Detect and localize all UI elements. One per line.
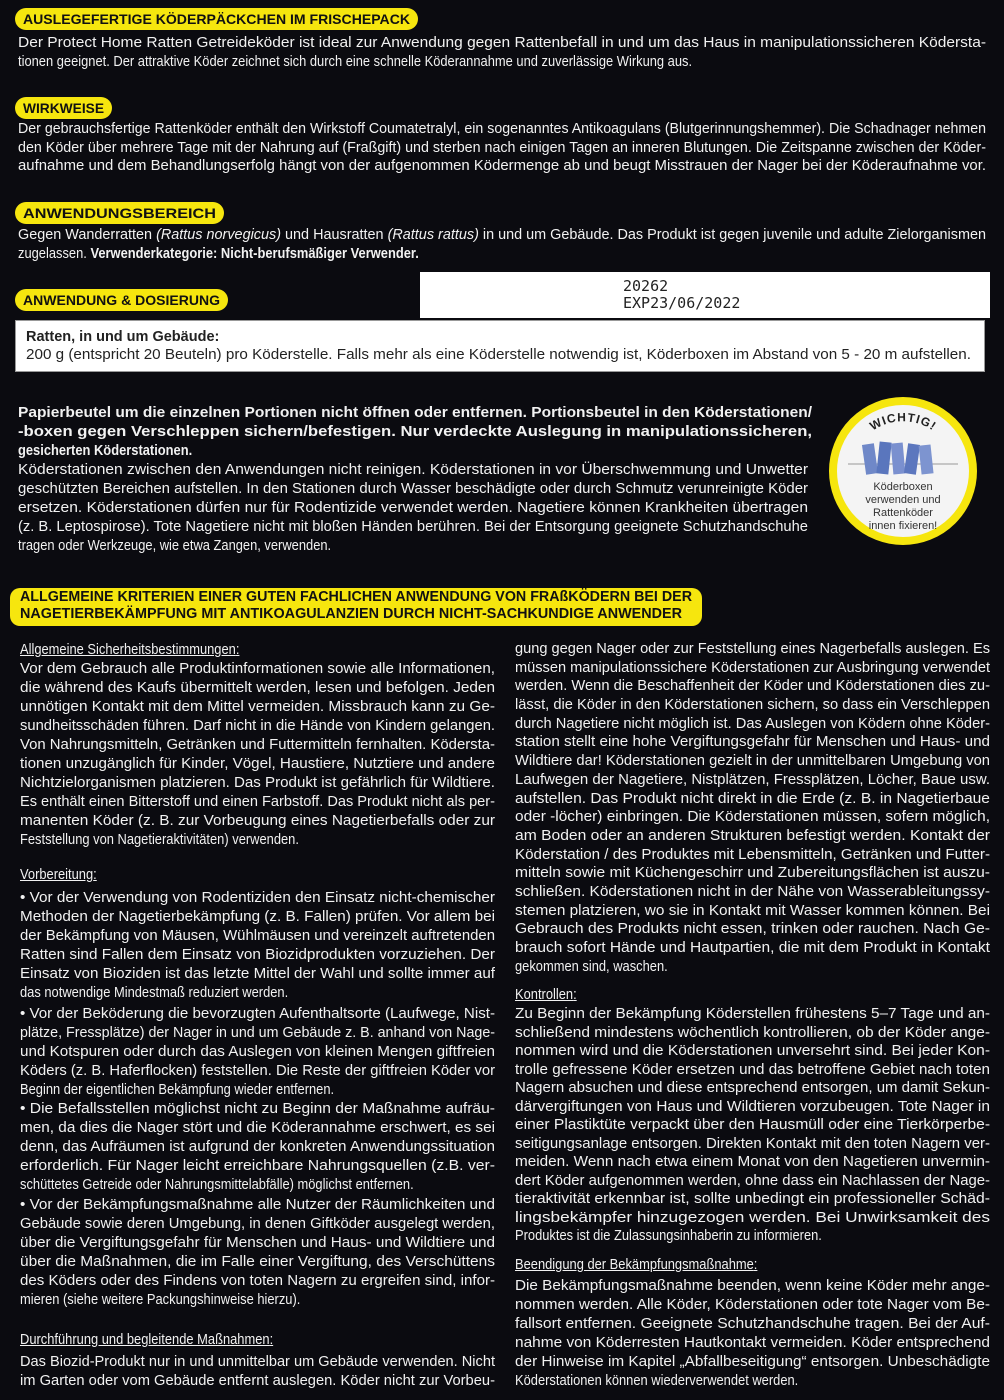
text-line: Es enthält einen Bitterstoff und einen Farbstoff. Das Produkt nicht als per- [20,793,495,810]
text-line: Der gebrauchsfertige Rattenköder enthält den Wirkstoff Coumatetralyl, ein sogenanntes Antikoagulans (Blutgerinnungshemmer). Die Schadnager nehmen [18,120,986,137]
text-line: einer Plastiktüte verpackt über den Hausmüll oder eine Tierkörperbe- [515,1116,990,1133]
text-line: im Garten oder vom Gebäude entfernt auslegen. Köder nicht zur Vorbeu- [20,1372,495,1389]
text-line: Produktes ist die Zulassungsinhaberin zu informieren. [515,1227,822,1244]
text-line: gekommen sind, waschen. [515,957,668,975]
text-line: oder -löcher) einbringen. Die Köderstationen müssen, sofern möglich, [515,808,990,826]
text-line: mieren (siehe weitere Packungshinweise hierzu). [20,1291,301,1308]
text-line: und Kotspuren oder durch das Auslegen von kleinen Mengen giftfreien [20,1043,496,1060]
text-line: Die Bekämpfungsmaßnahme beenden, wenn keine Köder mehr ange- [515,1277,990,1294]
text-line: die während des Kaufs übermittelt werden, lesen und befolgen. Jeden [20,679,496,696]
text-line: stemen platzieren, wo sie in Kontakt mit Wasser kommen können. Bei [515,901,990,919]
text-line: Ratten sind Fallen dem Einsatz von Biozidprodukten vorzuziehen. Der [20,946,496,963]
text-line: Laufwegen der Nagetiere, Nistplätzen, Fressplätzen, Löcher, Baue usw. [515,770,990,788]
text-line: Zu Beginn der Bekämpfung Köderstellen frühestens 5–7 Tage und an- [515,1005,990,1022]
batch-number: 20262 [623,277,669,295]
section-heading-wirkweise: WIRKWEISE [15,97,112,119]
text-line: schließen. Köderstationen nicht in der Nähe von Wasserableitungssy- [515,882,990,900]
text-line [18,225,986,244]
text-line: ersetzen. Köderstationen dürfen nur für Rodentizide verwendet werden. Nagetiere können Krankheiten übertragen [18,499,808,516]
heading-vorbereitung: Vorbereitung: [20,866,97,883]
criteria-banner-line: NAGETIERBEKÄMPFUNG MIT ANTIKOAGULANZIEN DURCH NICHT-SACHKUNDIGE ANWENDER [20,606,682,622]
intro-paragraph [18,34,986,71]
text-line: des Köders oder des Findens von toten Nagern zu ergreifen sind, infor- [20,1272,496,1289]
text-line: Köderstationen zwischen den Anwendungen nicht reinigen. Köderstationen in vor Überschwemmung und Unwetter [18,461,808,478]
badge-title: WICHTIG! [867,410,940,434]
text-line: Nichtzielorganismen platzieren. Das Produkt ist gefährlich für Wildtiere. [20,774,496,791]
text-line: gesicherten Köderstationen. [18,442,193,459]
text-segment: und Hausratten [281,226,388,243]
text-line: tionen geeignet. Der attraktive Köder zeichnet sich durch eine schnelle Köderannahme und zuverlässige Wirkung aus. [18,52,693,70]
heading-kontrollen: Kontrollen: [515,986,577,1003]
heading-durchfuehrung: Durchführung und begleitende Maßnahmen: [20,1331,274,1348]
preparation-bullet [20,1004,495,1099]
preparation-bullet [20,1099,495,1194]
text-line: nommen werden. Alle Köder, Köderstationen oder tote Nager vom Be- [515,1296,990,1313]
text-line: station stellt eine hohe Vergiftungsgefahr für Menschen und Haus- und [515,733,990,751]
text-line: aufnahme und dem Behandlungserfolg hängt von der aufgenommen Ködermenge ab und beugt Misstrauen der Nager bei der Köderaufnahme vor. [18,157,986,175]
wirkweise-paragraph [18,120,986,176]
text-line: nommen wird und die Köderstationen unversehrt sind. Bei jeder Kon- [515,1042,990,1059]
text-line: über die Maßnahmen, die im Falle einer Vergiftung, des Verschüttens [20,1253,496,1270]
text-line: der Bekämpfung von Mäusen, Wühlmäusen und vereinzelt auftretenden [20,927,495,944]
heading-beendigung: Beendigung der Bekämpfungsmaßnahme: [515,1256,758,1273]
batch-expiry-stamp [420,272,990,318]
text-line: • Vor der Bekämpfungsmaßnahme alle Nutzer der Räumlichkeiten und [20,1196,495,1213]
dosage-box [15,320,985,372]
preparation-bullet [20,888,495,1002]
text-line: Der Protect Home Ratten Getreideköder ist ideal zur Anwendung gegen Rattenbefall in und um das Haus in manipulationssicheren Ködersta- [18,34,987,51]
controls-paragraph [515,1005,990,1246]
warning-paragraph [18,460,808,555]
criteria-banner [10,588,702,626]
text-line: Von Nahrungsmitteln, Getränken und Futtermitteln fernhalten. Ködersta- [20,736,495,753]
section-heading-dosierung: ANWENDUNG & DOSIERUNG [15,289,228,311]
text-line: därvergiftungen von Haus und Wildtieren vorzubeugen. Tote Nager in [515,1097,990,1115]
text-line: meiden. Wenn nach etwa einem Monat von den Nagetieren unvermin- [515,1153,990,1170]
text-line: brauch sofort Hände und Hautpartien, die mit dem Produkt in Kontakt [515,939,990,956]
heading-sicherheitsbestimmungen: Allgemeine Sicherheitsbestimmungen: [20,641,240,658]
text-line: nahme von Köderresten Hautkontakt vermeiden. Köder entsprechend [515,1334,990,1351]
text-line: tieraktivität erkennbar ist, sollte unbedingt ein professioneller Schäd- [515,1190,990,1207]
text-line: Köders (z. B. Haferflocken) feststellen. Die Reste der giftfreien Köder vor [20,1062,495,1079]
text-line: lässt, die Köder in den Köderstationen sichern, so dass ein Verschleppen [515,696,990,714]
text-line: denn, das Aufräumen ist aufgrund der konkreten Anwendungssituation [20,1138,495,1155]
safety-paragraph [20,659,495,849]
text-line: tionen unzugänglich für Kinder, Vögel, Haustiere, Nutztiere und andere [20,755,495,772]
text-line: • Vor der Beköderung die bevorzugten Aufenthaltsorte (Laufwege, Nist- [20,1005,496,1022]
text-line: sundheitsschäden führen. Darf nicht in die Hände von Kindern gelangen. [20,717,495,734]
text-line: • Vor der Verwendung von Rodentiziden den Einsatz nicht-chemischer [20,889,495,906]
execution-paragraph [20,1352,495,1390]
dosage-box-text: 200 g (entspricht 20 Beuteln) pro Köderstelle. Falls mehr als eine Köderstelle notwendig ist, Köderboxen im Abstand von 5 - 20 m aufstellen. [26,347,971,363]
text-line: dert Köder aufgenommen werden, ohne dass ein Nachlassen der Nage- [515,1171,990,1189]
text-line [18,244,986,263]
text-line: über die Vergiftungsgefahr für Menschen und Haus- und Wildtiere und [20,1234,495,1251]
wichtig-badge [828,396,978,546]
criteria-banner-line: ALLGEMEINE KRITERIEN EINER GUTEN FACHLICHEN ANWENDUNG VON FRAßKÖDERN BEI DER [20,589,692,605]
text-line: seitigungsanlage entsorgen. Direkten Kontakt mit den toten Nagern ver- [515,1134,990,1152]
text-line: tragen oder Werkzeuge, wie etwa Zangen, verwenden. [18,537,332,554]
badge-line: Köderboxen [873,481,933,493]
text-line: durch Nagetiere nicht möglich ist. Das Auslegen von Ködern ohne Köder- [515,714,990,732]
text-line: Wildtiere dar! Köderstationen gezielt in der unmittelbaren Umgebung von [515,752,990,770]
text-line: geschützten Bereichen aufstellen. In den Stationen durch Wasser beschädigte oder durch Schmutz verunreinigte Köder [18,480,808,497]
section-heading-anwendungsbereich: ANWENDUNGSBEREICH [15,202,224,224]
text-line: Köderstation / des Produktes mit Lebensmitteln, Getränken und Futter- [515,845,990,863]
text-line: men, da dies die Nager stört und die Köderannahme erschwert, es sei [20,1119,495,1136]
text-line: (z. B. Leptospirose). Tote Nagetiere nicht mit bloßen Händen berühren. Bei der Entsorgung geeignete Schutzhandschuhe [18,518,808,535]
badge-line: Rattenköder [873,507,933,519]
text-line: schüttetes Getreide oder Nahrungsmittelabfälle) möglichst entfernen. [20,1176,414,1193]
text-line: fallsort entfernen. Geeignete Schutzhandschuhe tragen. Bei der Auf- [515,1315,990,1332]
anwendungsbereich-paragraph [18,225,986,263]
execution-paragraph-continued [515,640,990,976]
badge-line: innen fixieren! [868,520,938,532]
text-line: trolle gefressene Köder ersetzen und das betroffene Gebiet nach toten [515,1060,990,1078]
text-line: Gebrauch des Produkts nicht essen, trinken oder rauchen. Nach Ge- [515,920,990,938]
text-line: schließend mindestens wöchentlich kontrollieren, ob der Köder ange- [515,1023,990,1041]
text-line: Beginn der eigentlichen Bekämpfung wieder entfernen. [20,1081,335,1098]
text-line: mitteln sowie mit Küchengeschirr und Zubereitungsflächen ist auszu- [515,864,990,882]
text-line: Einsatz von Bioziden ist das letzte Mittel der Wahl und sollte immer auf [20,965,496,982]
text-line: Gebäude sowie deren Umgebung, in denen Giftköder ausgelegt werden, [20,1215,495,1232]
text-segment: Gegen Wanderratten [18,226,157,243]
preparation-bullet [20,1195,495,1309]
section-heading-frischepack: AUSLEGEFERTIGE KÖDERPÄCKCHEN IM FRISCHEPACK [15,8,418,30]
text-segment: (Rattus rattus) [387,226,479,243]
text-line: gung gegen Nager oder zur Feststellung eines Nagerbefalls auslegen. Es [515,640,990,657]
text-line: Feststellung von Nagetieraktivitäten) verwenden. [20,831,299,848]
text-segment: Verwenderkategorie: Nicht-berufsmäßiger Verwender. [90,245,419,262]
text-line: aufstellen. Das Produkt nicht direkt in die Erde (z. B. in Nagetierbaue [515,789,990,807]
warning-bold-paragraph [18,403,812,460]
dosage-box-title: Ratten, in und um Gebäude: [26,329,220,345]
text-segment: zugelassen. [18,245,91,262]
badge-line: verwenden und [865,494,941,506]
text-line: Nagern absuchen und diese entsprechend entsorgen, um damit Sekun- [515,1079,990,1096]
text-line: Papierbeutel um die einzelnen Portionen nicht öffnen oder entfernen. Portionsbeutel in den Köderstationen/ [18,404,812,421]
text-line: plätze, Fressplätze) der Nager in und um Gebäude z. B. anhand von Nage- [20,1024,495,1041]
ending-paragraph [515,1276,990,1390]
text-line: werden. Wenn die Beschaffenheit der Köder und Köderstationen dies zu- [515,677,990,695]
text-line: den Köder über mehrere Tage mit der Nahrung auf (Fraßgift) und sterben nach einigen Tagen an inneren Blutungen. Die Zeitspanne zwischen der Köder- [18,138,986,156]
text-line: müssen manipulationssichere Köderstationen zur Ausbringung verwendet [515,658,990,676]
text-line: manenten Köder (z. B. zur Vorbeugung eines Nagetierbefalls oder zur [20,812,495,829]
text-line: Vor dem Gebrauch alle Produktinformationen sowie alle Informationen, [20,660,495,677]
text-line: am Boden oder an anderen Strukturen befestigt werden. Kontakt der [515,826,990,844]
expiry-date: EXP23/06/2022 [623,294,741,312]
text-line: lingsbekämpfer hinzugezogen werden. Bei Unwirksamkeit des [515,1208,990,1226]
text-segment: in und um Gebäude. Das Produkt ist gegen juvenile und adulte Zielorganismen [478,226,986,243]
text-line: Köderstationen können wiederverwendet werden. [515,1372,799,1389]
text-line: der Hinweise im Kapitel „Abfallbeseitigung“ entsorgen. Unbeschädigte [515,1353,990,1370]
text-segment: (Rattus norvegicus) [156,226,282,243]
text-line: Das Biozid-Produkt nur in und unmittelbar um Gebäude verwenden. Nicht [20,1353,495,1370]
text-line: das notwendige Mindestmaß reduziert werden. [20,984,289,1001]
text-line: • Die Befallsstellen möglichst nicht zu Beginn der Maßnahme aufräu- [20,1100,495,1117]
text-line: erforderlich. Für Nager leicht erreichbare Nahrungsquellen (z.B. ver- [20,1157,495,1174]
text-line: unnötigen Kontakt mit dem Mittel vermeiden. Missbrauch kann zu Ge- [20,698,496,715]
text-line: Methoden der Nagetierbekämpfung (z. B. Fallen) prüfen. Vor allem bei [20,908,496,925]
text-line: -boxen gegen Verschleppen sichern/befestigen. Nur verdeckte Auslegung in manipulationssicheren, [18,423,812,440]
